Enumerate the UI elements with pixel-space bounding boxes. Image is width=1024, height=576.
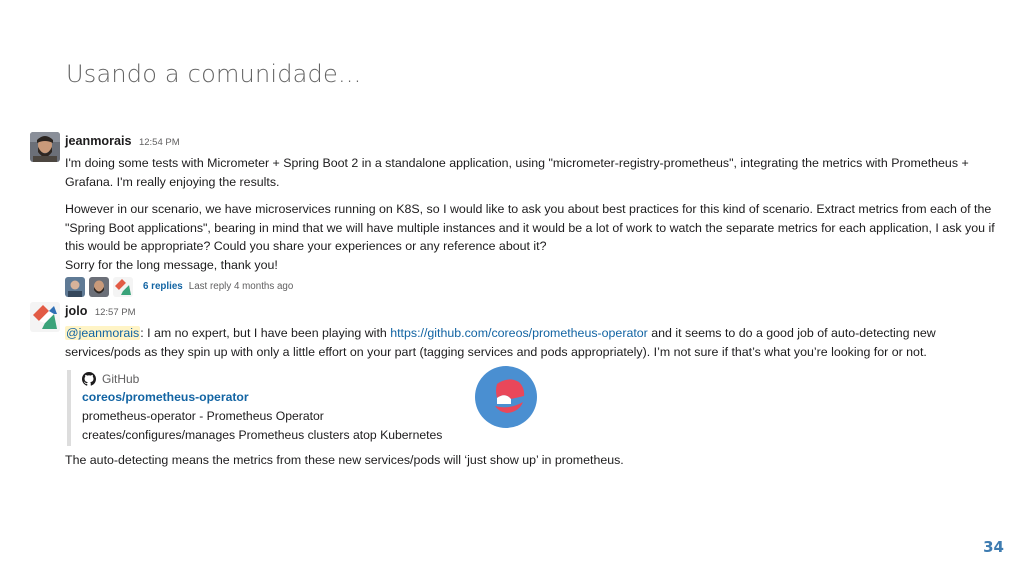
message-paragraph (65, 154, 1000, 191)
message-author[interactable]: jeanmorais (65, 134, 132, 148)
message-text: : I am no expert, but I have been playing with (140, 326, 391, 340)
message-paragraph (65, 200, 1000, 274)
bearded-man-avatar-icon[interactable] (30, 132, 60, 162)
coreos-logo-icon[interactable] (475, 366, 537, 428)
message-text: and it seems to do a good job of auto-detecting new (647, 326, 936, 340)
page-number: 34 (983, 538, 1004, 556)
message-line: However in our scenario, we have microservices running on K8S, so I would like to ask you about best practices for this kind of scenario. Extract metrics from each of the (65, 202, 992, 216)
message-line (65, 324, 1000, 343)
attachment-description: prometheus-operator - Prometheus Operator (82, 409, 324, 423)
reply-avatar-icon (65, 277, 85, 297)
github-icon (82, 372, 96, 386)
link-preview-attachment[interactable] (67, 370, 562, 446)
attachment-title-link[interactable]: coreos/prometheus-operator (82, 390, 249, 404)
message-line: Sorry for the long message, thank you! (65, 257, 278, 272)
user-mention[interactable]: @jeanmorais (66, 326, 140, 340)
message-line: "Spring Boot applications", bearing in mind that we will have multiple instances and it would be a lot of work to watch the separate metrics for each application, I ask you if (65, 220, 995, 235)
message-jolo (30, 300, 1000, 470)
message-line: The auto-detecting means the metrics from these new services/pods will ‘just show up’ in prometheus. (65, 453, 624, 467)
reply-count-link[interactable]: 6 replies (143, 280, 183, 292)
message-jeanmorais (30, 130, 1000, 298)
geometric-logo-avatar-icon[interactable] (30, 302, 60, 332)
last-reply-time: Last reply 4 months ago (188, 280, 294, 292)
message-author[interactable]: jolo (65, 304, 88, 318)
attachment-description: creates/configures/manages Prometheus clusters atop Kubernetes (82, 428, 443, 442)
attachment-site-name: GitHub (102, 372, 140, 386)
message-line: Grafana. I'm really enjoying the results. (65, 174, 280, 189)
reply-avatar-icon (89, 277, 109, 297)
geometric-logo-avatar-icon (113, 277, 133, 297)
message-line: this would be appropriate? Could you share your experiences or any reference about it? (65, 239, 547, 253)
message-timestamp[interactable]: 12:57 PM (94, 307, 136, 318)
message-line: services/pods as they spin up with only a little effort on your part (tagging services and pods appropriately). I’m not sure if that’s what you’re looking for or not. (65, 344, 927, 359)
message-timestamp[interactable]: 12:54 PM (138, 137, 180, 148)
thread-replies-bar[interactable] (65, 276, 1000, 298)
message-line: I'm doing some tests with Micrometer + Spring Boot 2 in a standalone application, using "micrometer-registry-prometheus", integrating the metrics with Prometheus + (65, 156, 969, 170)
github-link[interactable]: https://github.com/coreos/prometheus-operator (390, 326, 648, 340)
slide-title: Usando a comunidade... (66, 60, 362, 88)
